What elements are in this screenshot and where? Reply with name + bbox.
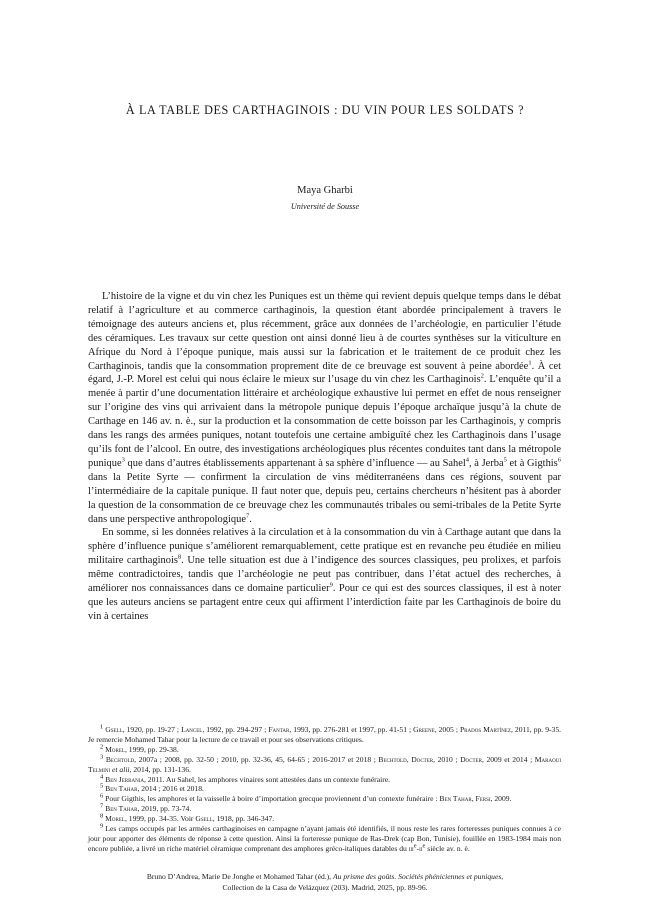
footnote (88, 755, 561, 775)
cited-author: Ben Tahar (105, 804, 138, 814)
footnotes (88, 725, 561, 854)
text-run: . (249, 513, 252, 525)
footnote-number: 5 (100, 782, 104, 790)
cited-author: Ben Tahar (105, 784, 138, 794)
article-body (88, 290, 561, 624)
text-run: En somme, si les données relatives à la circulation et à la consommation du vin à Carthage autant que dans la sphère d’influence punique s’améliorent remarquablement, cette pratique est en revanche peu étudiée en milieu militaire carthaginois (88, 527, 561, 567)
cited-author: Maraoui Telmini (88, 754, 561, 774)
footnote-number: 2 (100, 743, 104, 751)
text-run: . L’enquête qu’il a menée à partir d’une documentation littéraire et archéologique exhaustive lui permet en effet de nous renseigner sur l’origine des vins qui arrivaient dans la métropole punique depuis l’époque archaïque jusqu’à la chute de Carthage en 146 av. n. è., sur la production et la consommation de cette boisson par les Carthaginois, y compris dans les rangs des armées puniques, notant toutefois une certaine ambiguïté chez les Carthaginois dans l’usage qu’ils font de l’alcool. En outre, des investigations archéologiques plus récentes conduites tant dans la métropole punique (88, 374, 561, 469)
cited-author: Ben Tahar, Fersi (439, 794, 491, 804)
text-run: , 2014, pp. 131-136. (129, 764, 191, 774)
page-footer (60, 871, 590, 893)
footnote-ref: 4 (465, 456, 470, 464)
text-run: et à Gigthis (506, 457, 558, 469)
footnote-number: 6 (100, 792, 104, 800)
text-run: , 1999, pp. 34-35. Voir (124, 814, 196, 824)
footnote-ref: 6 (557, 456, 561, 464)
cited-author: Docter (460, 754, 482, 764)
footer-line (60, 871, 590, 882)
text-run: L’histoire de la vigne et du vin chez les Puniques est un thème qui revient depuis quelque temps dans le débat relatif à l’agriculture et au commerce carthaginois, la question étant abordée principalement à travers le témoignage des auteurs anciens et, plus récemment, grâce aux données de l’archéologie, en particulier l’étude des céramiques. Les travaux sur cette question ont ainsi donné lieu à de courtes synthèses sur la viticulture en Afrique du Nord à l’époque punique, mais aussi sur la fabrication et le traitement de ce produit chez les Carthaginois, tandis que la consommation proprement dite de ce breuvage est souvent à peine abordée (88, 291, 561, 372)
text-run: , 2019, pp. 73-74. (137, 804, 192, 814)
author-name: Maya Gharbi (297, 185, 353, 196)
footnote-ref: 2 (480, 372, 484, 380)
cited-author: Prados Martínez (459, 725, 511, 734)
footnote-number: 9 (100, 822, 104, 830)
text-run: , 1992, pp. 294-297 ; (202, 725, 269, 734)
footnote-ref: 3 (121, 456, 125, 464)
footnote (88, 824, 561, 854)
cited-author: Ben Jerbania (105, 774, 144, 784)
text-run: , 2007a ; 2008, pp. 32-50 ; 2010, pp. 32-36, 45, 64-65 ; 2016-2017 et 2018 ; (134, 754, 379, 764)
footnote-ref: 5 (503, 456, 507, 464)
footnote (88, 784, 561, 794)
cited-author: Bechtold, Docter (378, 754, 434, 764)
text-run: , 2011. Au Sahel, les amphores vinaires sont attestées dans un contexte funéraire. (143, 774, 390, 784)
text-run: Pour Gigthis, les amphores et la vaisselle à boire d’importation grecque proviennent d’un contexte funéraire : (105, 794, 440, 804)
footnote (88, 794, 561, 804)
text-run: , à Jerba (469, 457, 504, 469)
cited-author: Greene (413, 725, 435, 734)
footnote (88, 745, 561, 755)
cited-author: Morel (105, 814, 125, 824)
footnote-ref: 7 (245, 512, 250, 520)
text-run: Les camps occupés par les armées carthaginoises en campagne n’ayant jamais été identifiés, il nous reste les rares forteresses puniques connues à ce jour pour apporter des éléments de réponse à cette question. Ainsi la forteresse punique de Ras-Drek (cap Bon, Tunisie), fouillée en 1983-1984 mais non encore publiée, a livré un riche matériel céramique comprenant des amphores gréco-italiques datables du (88, 824, 561, 853)
body-paragraph (88, 526, 561, 623)
footnote-number: 3 (100, 753, 104, 761)
text-run: , 2011, pp. 9-35. Je remercie Mohamed Tahar pour la lecture de ce travail et pour ses observations critiques. (88, 725, 562, 744)
footnote-number: 8 (100, 812, 104, 820)
article-title: À LA TABLE DES CARTHAGINOIS : DU VIN POUR LES SOLDATS ? (125, 103, 525, 117)
text-run: , 2010 ; (433, 754, 461, 764)
text-run: , (501, 872, 504, 881)
body-paragraph (88, 290, 561, 526)
text-run: , 2009 et 2014 ; (481, 754, 535, 764)
text-run: - (416, 843, 420, 853)
italic-text: Au prisme des goûts. Sociétés phéniciennes et puniques (332, 872, 502, 881)
cited-author: iii (408, 843, 414, 853)
cited-author: Gsell (105, 725, 123, 734)
cited-author: ii (419, 843, 423, 853)
italic-text: et alii (110, 764, 130, 774)
footnote-ref: e (413, 842, 417, 850)
text-run: , 1920, pp. 19-27 ; (122, 725, 182, 734)
text-run: dans la Petite Syrte — confirment la circulation de vins méditerranéens dans ces régions, souvent par l’intermédiaire de la capitale punique. Il faut noter que, depuis peu, certains chercheurs n’hésitent pas à aborder la question de la consommation de ce breuvage chez les communautés tribales ou semi-tribales de la Petite Syrte dans une perspective anthropologique (88, 471, 561, 525)
footnote (88, 814, 561, 824)
footnote-ref: 1 (528, 359, 532, 367)
text-run: , 1918, pp. 346-347. (212, 814, 275, 824)
footer-line (60, 882, 590, 893)
footnote-ref: 8 (177, 553, 182, 561)
cited-author: Fantar (268, 725, 290, 734)
text-run: , 2014 ; 2016 et 2018. (137, 784, 204, 794)
text-run: Collection de la Casa de Velázquez (203). Madrid, 2025, pp. 89-96. (222, 883, 428, 892)
text-run: . À cet égard, J.-P. Morel est celui qui nous éclaire le mieux sur l’usage du vin chez les Carthaginois (88, 360, 562, 386)
text-run: siècle av. n. è. (425, 843, 470, 853)
text-run: , 1999, pp. 29-38. (124, 744, 179, 754)
text-run: , 2009. (490, 794, 512, 804)
cited-author: Bechtold (105, 754, 135, 764)
footnote-ref: 9 (329, 581, 333, 589)
text-run: que dans d’autres établissements appartenant à sa sphère d’influence — au Sahel (124, 457, 466, 469)
footnote-number: 4 (100, 773, 104, 780)
footnote (88, 775, 561, 785)
text-run: , 1993, pp. 276-281 et 1997, pp. 41-51 ; (289, 725, 414, 734)
footnote-ref: e (422, 842, 426, 850)
author-affiliation: Université de Sousse (290, 202, 360, 211)
cited-author: Morel (105, 744, 125, 754)
footnote-number: 7 (100, 802, 104, 810)
footnote (88, 804, 561, 814)
cited-author: Lancel (181, 725, 203, 734)
text-run: . Une telle situation est due à l’indigence des sources classiques, peu prolixes, et parfois même contradictoires, tandis que l’archéologie ne peut pas contribuer, dans l’état actuel des recherches, à améliorer nos connaissances dans ce domaine particulier (88, 555, 561, 595)
text-run: , 2005 ; (434, 725, 460, 734)
footnote (88, 725, 561, 745)
text-run: Bruno D’Andrea, Marie De Jonghe et Mohamed Tahar (éd.), (146, 872, 333, 881)
footnote-number: 1 (100, 723, 104, 731)
cited-author: Gsell (195, 814, 213, 824)
text-run: . Pour ce qui est des sources classiques, il est à noter que les auteurs anciens se partagent entre ceux qui affirment l’interdiction faite par les Carthaginois de boire du vin à certaines (88, 583, 561, 622)
